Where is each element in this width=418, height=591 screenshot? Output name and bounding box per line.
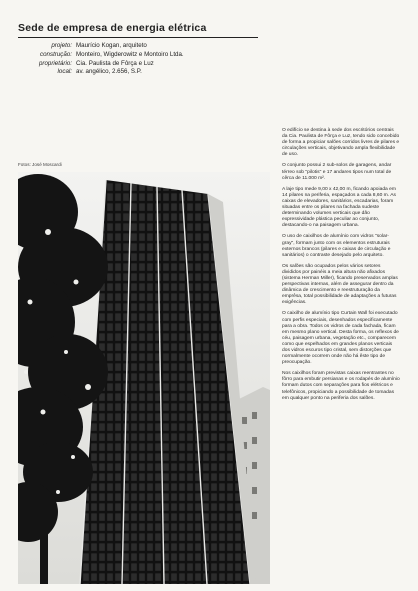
tower-illustration	[18, 172, 270, 584]
body-paragraph: O uso de caixilhos de alumínio com vidros "solar-gray", formam junto com os elementos estruturais externos brancos (pilares e caixas de circulação e sanitários) o contraste desejado pelo arquiteto.	[282, 234, 391, 258]
body-paragraph: O edifício se destina à sede dos escritórios centrais da Cia. Paulista de Fôrça e Luz, tendo sido concebido de forma a propiciar salões corridos livres de pilares e circulações verticais, objetivando ampla flexibilidade de uso.	[282, 128, 400, 158]
credit-row	[18, 68, 218, 77]
credit-label: local:	[57, 68, 72, 76]
credit-value: Monteiro, Wigderowitz e Montoiro Ltda.	[76, 50, 184, 58]
credit-label: construção:	[40, 50, 72, 58]
credit-label: proprietário:	[38, 59, 72, 67]
article-title: Sede de empresa de energia elétrica	[18, 22, 258, 38]
body-paragraph: A laje tipo mede 9,00 x 42,00 m, ficando apoiada em 14 pilares na periferia, espaçados a cada 8,60 m. As caixas de elevadores, sanitários, escadarias, foram situadas entre os pilares na fachada sudeste determinando volumes verticais que dão expressividade plástica peculiar ao conjunto, destacando-o na paisagem urbana.	[282, 186, 396, 229]
credit-row	[18, 60, 218, 69]
building-photo	[18, 172, 270, 584]
body-paragraph: O caixilho de alumínio tipo Curtain Wall foi executado com perfis especiais, desenhados especificamente para a obra. Todos os vidros de cada fachada, ficam em mesmo plano vertical. Desta forma, os reflexos de céu, paisagem urbana, vegetação etc., comparecem como que espelhados em grandes planos verticais dos vidros escuros tipo cristal, sem distorções que normalmente ocorrem onde não há êste tipo de preocupação.	[282, 311, 399, 366]
body-paragraph: O conjunto possui 2 sub-solos de garagens, andar térreo sob "pilotis" e 17 andares tipos num total de cêrca de 11.000 m².	[282, 163, 392, 181]
body-paragraph: Os salões são ocupados pelos vários setores divididos por painéis a meia altura não afixados (sistema Herman Miller), ficando preservados amplas perspectivas internas, além de assegurar dentro da dinâmica de crescimento e reestruturação da emprêsa, total possibilidade de adaptações a futuras exigências.	[282, 263, 398, 306]
credits-block	[18, 42, 218, 77]
credit-row	[18, 42, 218, 51]
photo-caption: Fotos: José Moscardi	[18, 162, 62, 167]
body-paragraph: Nos caixilhos foram previstas caixas reentrantes no fôrro para embutir persianas e os rodapés de alumínio formam dutos com separações para fios elétricos e telefônicos, propiciando a possibilidade de tomadas em qualquer ponto na periferia dos salões.	[282, 371, 400, 401]
credit-value: Cia. Paulista de Fôrça e Luz	[76, 59, 154, 67]
credit-value: av. angélico, 2.656, S.P.	[76, 68, 142, 76]
credit-row	[18, 51, 218, 60]
text-column	[282, 128, 400, 407]
credit-value: Maurício Kogan, arquiteto	[76, 42, 147, 49]
credit-label: projeto:	[51, 42, 72, 49]
